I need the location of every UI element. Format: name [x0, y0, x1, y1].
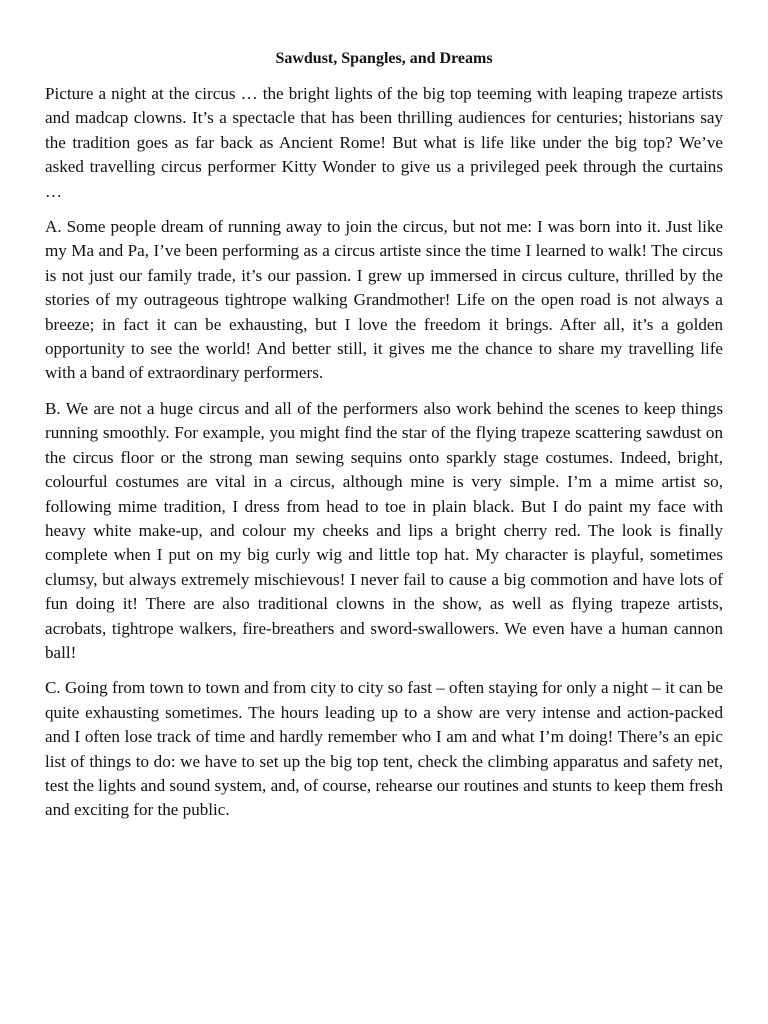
intro-paragraph: Picture a night at the circus … the bright lights of the big top teeming with leaping trapeze artists and madcap clowns. It’s a spectacle that has been thrilling audiences for centuries; historians say the tradition goes as far back as Ancient Rome! But what is life like under the big top? We’ve asked travelling circus performer Kitty Wonder to give us a privileged peek through the curtains … — [45, 84, 723, 201]
document-page — [45, 48, 723, 834]
paragraph-c: C. Going from town to town and from city to city so fast – often staying for only a night – it can be quite exhausting sometimes. The hours leading up to a show are very intense and action-packed and I often lose track of time and hardly remember who I am and what I’m doing! There’s an epic list of things to do: we have to set up the big top tent, check the climbing apparatus and safety net, test the lights and sound system, and, of course, rehearse our routines and stunts to keep them fresh and exciting for the public. — [45, 678, 723, 820]
paragraph-b: B. We are not a huge circus and all of the performers also work behind the scenes to keep things running smoothly. For example, you might find the star of the flying trapeze scattering sawdust on the circus floor or the strong man sewing sequins onto sparkly stage costumes. Indeed, bright, colourful costumes are vital in a circus, although mine is very simple. I’m a mime artist so, following mime tradition, I dress from head to toe in plain black. But I do paint my face with heavy white make-up, and colour my cheeks and lips a bright cherry red. The look is finally complete when I put on my big curly wig and little top hat. My character is playful, sometimes clumsy, but always extremely mischievous! I never fail to cause a big commotion and have lots of fun doing it! There are also traditional clowns in the show, as well as flying trapeze artists, acrobats, tightrope walkers, fire-breathers and sword-swallowers. We even have a human cannon ball! — [45, 398, 723, 662]
paragraph-a: A. Some people dream of running away to join the circus, but not me: I was born into it. Just like my Ma and Pa, I’ve been performing as a circus artiste since the time I learned to walk! The circus is not just our family trade, it’s our passion. I grew up immersed in circus culture, thrilled by the stories of my outrageous tightrope walking Grandmother! Life on the open road is not always a breeze; in fact it can be exhausting, but I love the freedom it brings. After all, it’s a golden opportunity to see the world! And better still, it gives me the chance to share my travelling life with a band of extraordinary performers. — [45, 217, 723, 383]
document-title: Sawdust, Spangles, and Dreams — [275, 50, 493, 67]
